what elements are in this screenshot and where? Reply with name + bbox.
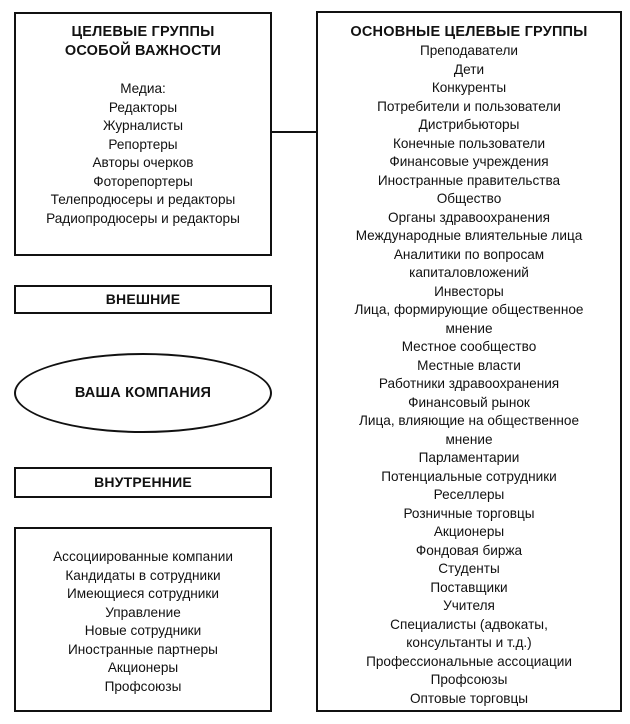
priority-groups-list <box>16 80 270 228</box>
list-item: Иностранные правительства <box>377 172 561 188</box>
list-item: Преподаватели <box>419 43 519 58</box>
list-item: Местные власти <box>417 357 521 373</box>
main-groups-title: ОСНОВНЫЕ ЦЕЛЕВЫЕ ГРУППЫ <box>350 24 588 40</box>
list-item: Учителя <box>443 598 495 613</box>
list-item: Кандидаты в сотрудники <box>65 567 221 583</box>
list-item: Специалисты (адвокаты, <box>390 616 548 632</box>
list-item: Поставщики <box>430 579 508 595</box>
list-item: Общество <box>436 191 502 206</box>
list-item: Журналисты <box>103 118 183 133</box>
list-item: консультанты и т.д.) <box>406 635 532 650</box>
list-item: мнение <box>445 320 493 336</box>
main-groups-list <box>318 42 620 708</box>
list-item: Телепродюсеры и редакторы <box>50 192 236 207</box>
list-item: Аналитики по вопросам <box>393 246 545 262</box>
list-item: Профсоюзы <box>430 672 508 687</box>
list-item: Профсоюзы <box>104 678 182 694</box>
list-item: Реселлеры <box>433 487 505 502</box>
list-item: Органы здравоохранения <box>388 209 550 225</box>
list-item: Репортеры <box>108 136 178 152</box>
list-item: Дистрибьюторы <box>418 117 520 132</box>
external-label-box <box>14 285 272 314</box>
list-item: Конечные пользователи <box>392 135 546 151</box>
list-item: Акционеры <box>107 660 179 675</box>
company-label: ВАША КОМПАНИЯ <box>74 384 212 401</box>
list-item: Профессиональные ассоциации <box>366 653 572 669</box>
internal-groups-list <box>16 529 270 696</box>
list-item: мнение <box>445 431 493 447</box>
list-item: Иностранные партнеры <box>68 641 218 657</box>
list-item: Инвесторы <box>434 283 504 299</box>
internal-label-box <box>14 467 272 498</box>
list-item: Радиопродюсеры и редакторы <box>46 210 240 226</box>
list-item: Акционеры <box>433 524 505 539</box>
priority-groups-title-line2: ОСОБОЙ ВАЖНОСТИ <box>64 43 222 59</box>
list-item: Работники здравоохранения <box>378 376 560 391</box>
list-item: Местное сообщество <box>401 339 537 354</box>
list-item: Фоторепортеры <box>93 173 193 189</box>
list-item: Имеющиеся сотрудники <box>67 586 219 601</box>
list-item: Новые сотрудники <box>84 623 202 638</box>
list-item: Оптовые торговцы <box>409 690 529 706</box>
list-item: Авторы очерков <box>92 155 194 170</box>
list-item: Лица, влияющие на общественное <box>358 413 580 428</box>
list-item: Финансовый рынок <box>408 394 530 410</box>
list-item: Финансовые учреждения <box>389 154 549 169</box>
list-item: Ассоциированные компании <box>53 549 233 564</box>
list-item: Редакторы <box>108 99 178 115</box>
list-item: Розничные торговцы <box>403 505 535 521</box>
list-item: Парламентарии <box>418 450 520 465</box>
list-item: Международные влиятельные лица <box>355 228 583 243</box>
list-item: Дети <box>453 61 485 77</box>
internal-groups-box <box>14 527 272 712</box>
list-item: Фондовая биржа <box>415 542 523 558</box>
main-groups-box <box>316 11 622 712</box>
priority-groups-title-line1: ЦЕЛЕВЫЕ ГРУППЫ <box>71 24 215 40</box>
company-ellipse <box>14 353 272 433</box>
list-item: Потребители и пользователи <box>377 98 561 114</box>
connector-line <box>272 131 316 133</box>
list-item: Медиа: <box>120 81 166 96</box>
list-item: Студенты <box>438 561 500 576</box>
list-item: Потенциальные сотрудники <box>381 468 557 484</box>
external-label: ВНЕШНИЕ <box>105 291 181 307</box>
priority-groups-box <box>14 12 272 256</box>
list-item: капиталовложений <box>409 265 529 280</box>
list-item: Лица, формирующие общественное <box>354 302 584 317</box>
internal-label: ВНУТРЕННИЕ <box>94 474 192 490</box>
list-item: Управление <box>105 604 181 620</box>
list-item: Конкуренты <box>431 80 507 95</box>
